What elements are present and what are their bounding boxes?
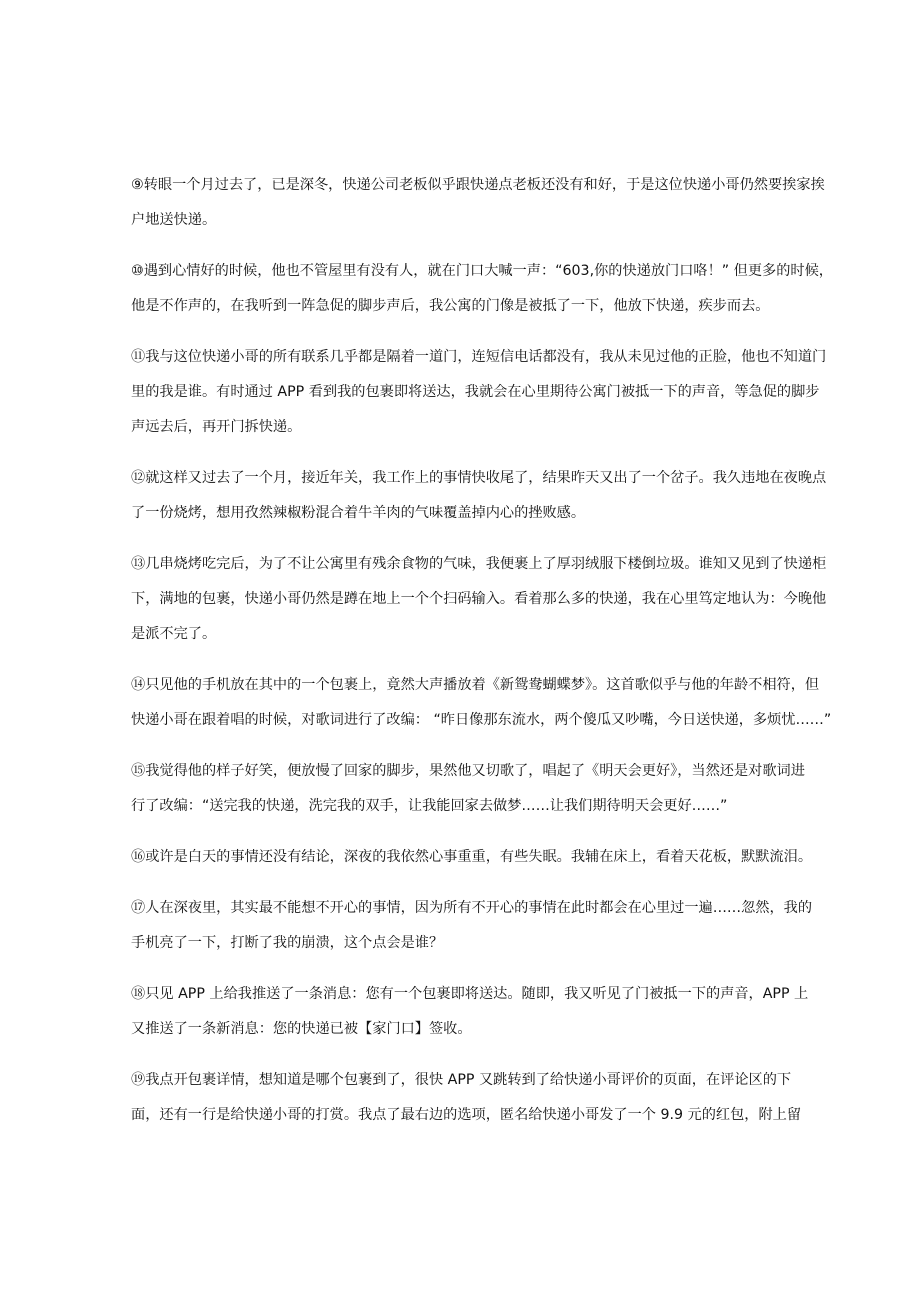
- paragraph-16: [131, 840, 831, 875]
- text-line: 里的我是谁。有时通过 APP 看到我的包裹即将送达，我就会在心里期待公寓门被抵一下的声音，等急促的脚步: [131, 384, 820, 400]
- text-line: ⑩遇到心情好的时候，他也不管屋里有没有人，就在门口大喊一声：“603,你的快递放门口咯！” 但更多的时候，: [131, 263, 833, 279]
- text-line: 快递小哥在跟着唱的时候，对歌词进行了改编： “昨日像那东流水，两个傻瓜又吵嘴，今日送快递，多烦忧……”: [131, 712, 832, 728]
- text-line: 手机亮了一下，打断了我的崩溃，这个点会是谁？: [131, 935, 444, 951]
- text-line: ⑭只见他的手机放在其中的一个包裹上，竟然大声播放着《新鸳鸯蝴蝶梦》。这首歌似乎与他的年龄不相符，但: [131, 677, 820, 693]
- text-line: 声远去后，再开门拆快递。: [131, 419, 302, 435]
- paragraph-14: [131, 668, 831, 738]
- text-line: ⑯或许是白天的事情还没有结论，深夜的我依然心事重重，有些失眠。我辅在床上，看着天花板，默默流泪。: [131, 849, 813, 865]
- text-line: ⑰人在深夜里，其实最不能想不开心的事情，因为所有不开心的事情在此时都会在心里过一遍……忽然，我的: [131, 900, 813, 916]
- text-line: 又推送了一条新消息：您的快递已被【家门口】签收。: [131, 1021, 472, 1037]
- text-line: 了一份烧烤，想用孜然辣椒粉混合着牛羊肉的气味覆盖掉内心的挫败感。: [131, 505, 586, 521]
- text-line: ⑮我觉得他的样子好笑，便放慢了回家的脚步，果然他又切歌了，唱起了《明天会更好》，当然还是对歌词进: [131, 763, 805, 779]
- text-line: ⑬几串烧烤吃完后，为了不让公寓里有残余食物的气味，我便裹上了厚羽绒服下楼倒垃圾。谁知又见到了快递柜: [131, 556, 827, 572]
- article-body: [131, 168, 831, 1149]
- text-line: 户地送快递。: [131, 212, 217, 228]
- text-line: 行了改编：“送完我的快递，洗完我的双手，让我能回家去做梦……让我们期待明天会更好……”: [131, 798, 728, 814]
- paragraph-9: [131, 168, 831, 238]
- text-line: ⑫就这样又过去了一个月，接近年关，我工作上的事情快收尾了，结果昨天又出了一个岔子。我久违地在夜晚点: [131, 470, 827, 486]
- text-line: ⑨转眼一个月过去了，已是深冬，快递公司老板似乎跟快递点老板还没有和好，于是这位快递小哥仍然要挨家挨: [131, 177, 825, 193]
- paragraph-15: [131, 754, 831, 824]
- text-line: 面，还有一行是给快递小哥的打赏。我点了最右边的选项，匿名给快递小哥发了一个 9.9 元的红包，附上留: [131, 1107, 802, 1123]
- paragraph-13: [131, 547, 831, 652]
- text-line: ⑱只见 APP 上给我推送了一条消息：您有一个包裹即将送达。随即，我又听见了门被抵一下的声音，APP 上: [131, 986, 809, 1002]
- paragraph-18: [131, 977, 831, 1047]
- paragraph-19: [131, 1063, 831, 1133]
- text-line: 是派不完了。: [131, 626, 217, 642]
- text-line: ⑪我与这位快递小哥的所有联系几乎都是隔着一道门，连短信电话都没有，我从未见过他的正脸，他也不知道门: [131, 349, 827, 365]
- text-line: 他是不作声的，在我听到一阵急促的脚步声后，我公寓的门像是被抵了一下，他放下快递，疾步而去。: [131, 298, 770, 314]
- text-line: ⑲我点开包裹详情，想知道是哪个包裹到了，很快 APP 又跳转到了给快递小哥评价的页面，在评论区的下: [131, 1072, 792, 1088]
- paragraph-12: [131, 461, 831, 531]
- paragraph-11: [131, 340, 831, 445]
- paragraph-17: [131, 891, 831, 961]
- text-line: 下，满地的包裹，快递小哥仍然是蹲在地上一个个扫码输入。看着那么多的快递，我在心里笃定地认为：今晚他: [131, 591, 827, 607]
- paragraph-10: [131, 254, 831, 324]
